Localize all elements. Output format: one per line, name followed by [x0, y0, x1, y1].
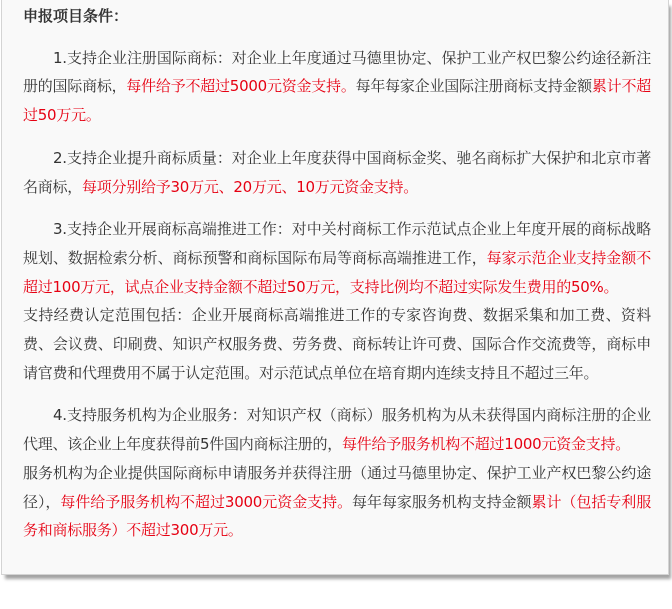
section-title: 申报项目条件： — [23, 7, 129, 25]
text-segment: 3.支持企业开展商标高端推进工作：对中关村商标工作示范试点企业上年度开展的商标战略规划、数据检索分析、商标预警和商标国际布局等商标高端推进工作， — [23, 220, 651, 267]
highlight-segment: 每项分别给予30万元、20万元、10万元资金支持。 — [82, 177, 419, 196]
text-segment: 服务机构为企业提供国际商标申请服务并获得注册（通过马德里协定、保护工业产权巴黎公约途径）， — [23, 463, 651, 511]
text-segment: 2.支持企业提升商标质量：对企业上年度获得中国商标金奖、驰名商标扩大保护和北京市著名商标， — [23, 148, 651, 196]
text-segment: 1.支持企业注册国际商标：对企业上年度通过马德里协定、保护工业产权巴黎公约途径新注册的国际商标， — [23, 48, 651, 96]
text-segment: 每年每家企业国际注册商标支持金额 — [355, 77, 592, 96]
highlight-segment: 每件给予不超过5000元资金支持。 — [126, 77, 356, 96]
highlight-segment: 每家示范企业支持金额不超过100万元，试点企业支持金额不超过50万元，支持比例均不超过实际发生费用的50%。 — [23, 248, 651, 296]
highlight-segment: 每件给予服务机构不超过1000元资金支持。 — [342, 435, 630, 454]
document-content — [23, 2, 651, 559]
condition-item-4 — [23, 401, 651, 545]
text-segment: 支持经费认定范围包括：企业开展商标高端推进工作的专家咨询费、数据采集和加工费、资料费、会议费、印刷费、知识产权服务费、劳务费、商标转让许可费、国际合作交流费等，商标申请官费和代理费用不属于认定范围。对示范试点单位在培育期内连续支持且不超过三年。 — [23, 306, 651, 382]
condition-item-3 — [23, 215, 651, 387]
text-segment: 每年每家服务机构支持金额 — [352, 492, 532, 511]
condition-item-2 — [23, 144, 651, 201]
text-segment: 4.支持服务机构为企业服务：对知识产权（商标）服务机构为从未获得国内商标注册的企业代理、该企业上年度获得前5件国内商标注册的， — [23, 406, 651, 454]
document-panel — [1, 0, 669, 575]
highlight-segment: 每件给予服务机构不超过3000元资金支持。 — [60, 492, 353, 511]
highlight-segment: 累计不超过50万元。 — [23, 77, 651, 125]
highlight-segment: 累计（包括专利服务和商标服务）不超过300万元。 — [23, 492, 651, 540]
condition-item-1 — [23, 44, 651, 130]
